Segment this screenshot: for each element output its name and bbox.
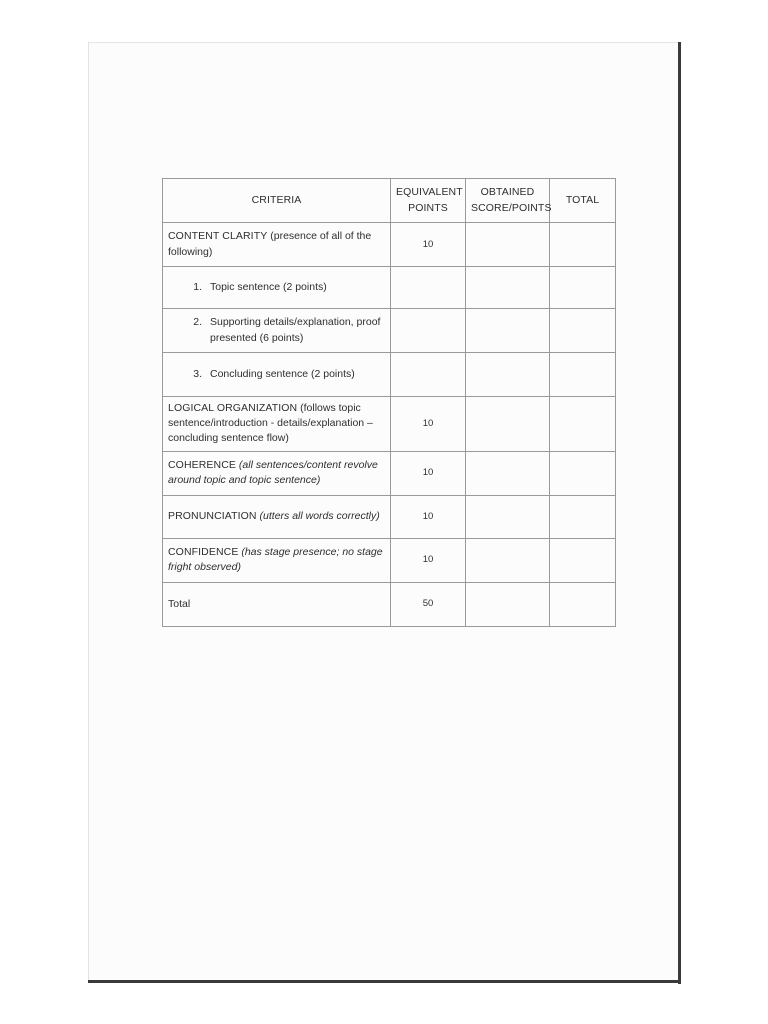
criteria-cell [163,538,391,582]
criteria-cell [163,353,391,397]
total-cell[interactable] [550,223,616,267]
obtained-score-cell[interactable] [466,353,550,397]
total-cell[interactable] [550,353,616,397]
obtained-score-cell[interactable] [466,495,550,538]
obtained-score-cell[interactable] [466,267,550,309]
table-row [163,309,616,353]
equivalent-points-cell [391,309,466,353]
table-row [163,397,616,452]
obtained-score-total-cell[interactable] [466,582,550,626]
header-criteria-label: CRITERIA [251,193,302,206]
obtained-score-cell[interactable] [466,538,550,582]
criteria-name: CONFIDENCE [168,545,239,558]
paper-shadow-right [678,42,681,984]
table-row [163,353,616,397]
total-row [163,582,616,626]
table-row [163,538,616,582]
header-row [163,179,616,223]
criteria-cell [163,495,391,538]
total-cell[interactable] [550,309,616,353]
header-total-label: TOTAL [565,193,600,206]
obtained-score-cell[interactable] [466,397,550,452]
criteria-name: CONTENT CLARITY [168,230,268,243]
paper-shadow-bottom [88,980,681,983]
criteria-cell [163,267,391,309]
equivalent-points-cell: 10 [391,223,466,267]
obtained-score-cell[interactable] [466,223,550,267]
table-row [163,223,616,267]
criteria-name: PRONUNCIATION [168,510,257,523]
sub-item-text: Topic sentence (2 points) [210,280,327,293]
criteria-description: (utters all words correctly) [256,510,380,523]
criteria-cell [163,582,391,626]
obtained-score-cell[interactable] [466,309,550,353]
header-obtained-line1: OBTAINED [480,186,535,199]
header-obtained-line2: SCORE/POINTS [471,201,552,214]
total-label: Total [168,597,191,610]
total-cell[interactable] [550,451,616,495]
rubric-table [162,178,616,627]
criteria-description: (all sentences/content revolve around topic and topic sentence) [168,458,378,487]
criteria-description: (presence of all of the following) [168,230,372,258]
criteria-cell [163,397,391,452]
equivalent-points-cell [391,353,466,397]
header-total [550,179,616,223]
criteria-cell [163,451,391,495]
equivalent-points-cell: 10 [391,538,466,582]
total-cell[interactable] [550,538,616,582]
table-row [163,451,616,495]
sub-item-number: 2. [193,316,202,329]
equivalent-points-cell: 10 [391,397,466,452]
equivalent-points-cell: 10 [391,451,466,495]
equivalent-points-cell [391,267,466,309]
sub-item-text: Supporting details/explanation, proof presented (6 points) [210,316,381,344]
sub-item-number: 3. [193,367,202,380]
criteria-description: (follows topic sentence/introduction - details/explanation – concluding sentence flow) [168,402,373,445]
sub-item-text: Concluding sentence (2 points) [210,367,355,380]
table-row [163,267,616,309]
equivalent-points-cell: 10 [391,495,466,538]
total-cell[interactable] [550,267,616,309]
criteria-name: COHERENCE [168,458,236,471]
criteria-cell [163,223,391,267]
header-equivalent-line1: EQUIVALENT [396,186,463,199]
criteria-description: (has stage presence; no stage fright observed) [168,545,383,574]
criteria-name: LOGICAL ORGANIZATION [168,402,298,414]
header-equivalent-line2: POINTS [408,201,448,214]
header-equivalent-points [391,179,466,223]
sub-item-number: 1. [193,280,202,293]
header-obtained-score [466,179,550,223]
obtained-score-cell[interactable] [466,451,550,495]
total-cell[interactable] [550,495,616,538]
criteria-cell [163,309,391,353]
header-criteria [163,179,391,223]
table-row [163,495,616,538]
total-cell[interactable] [550,397,616,452]
grand-total-cell[interactable] [550,582,616,626]
equivalent-points-total: 50 [391,582,466,626]
